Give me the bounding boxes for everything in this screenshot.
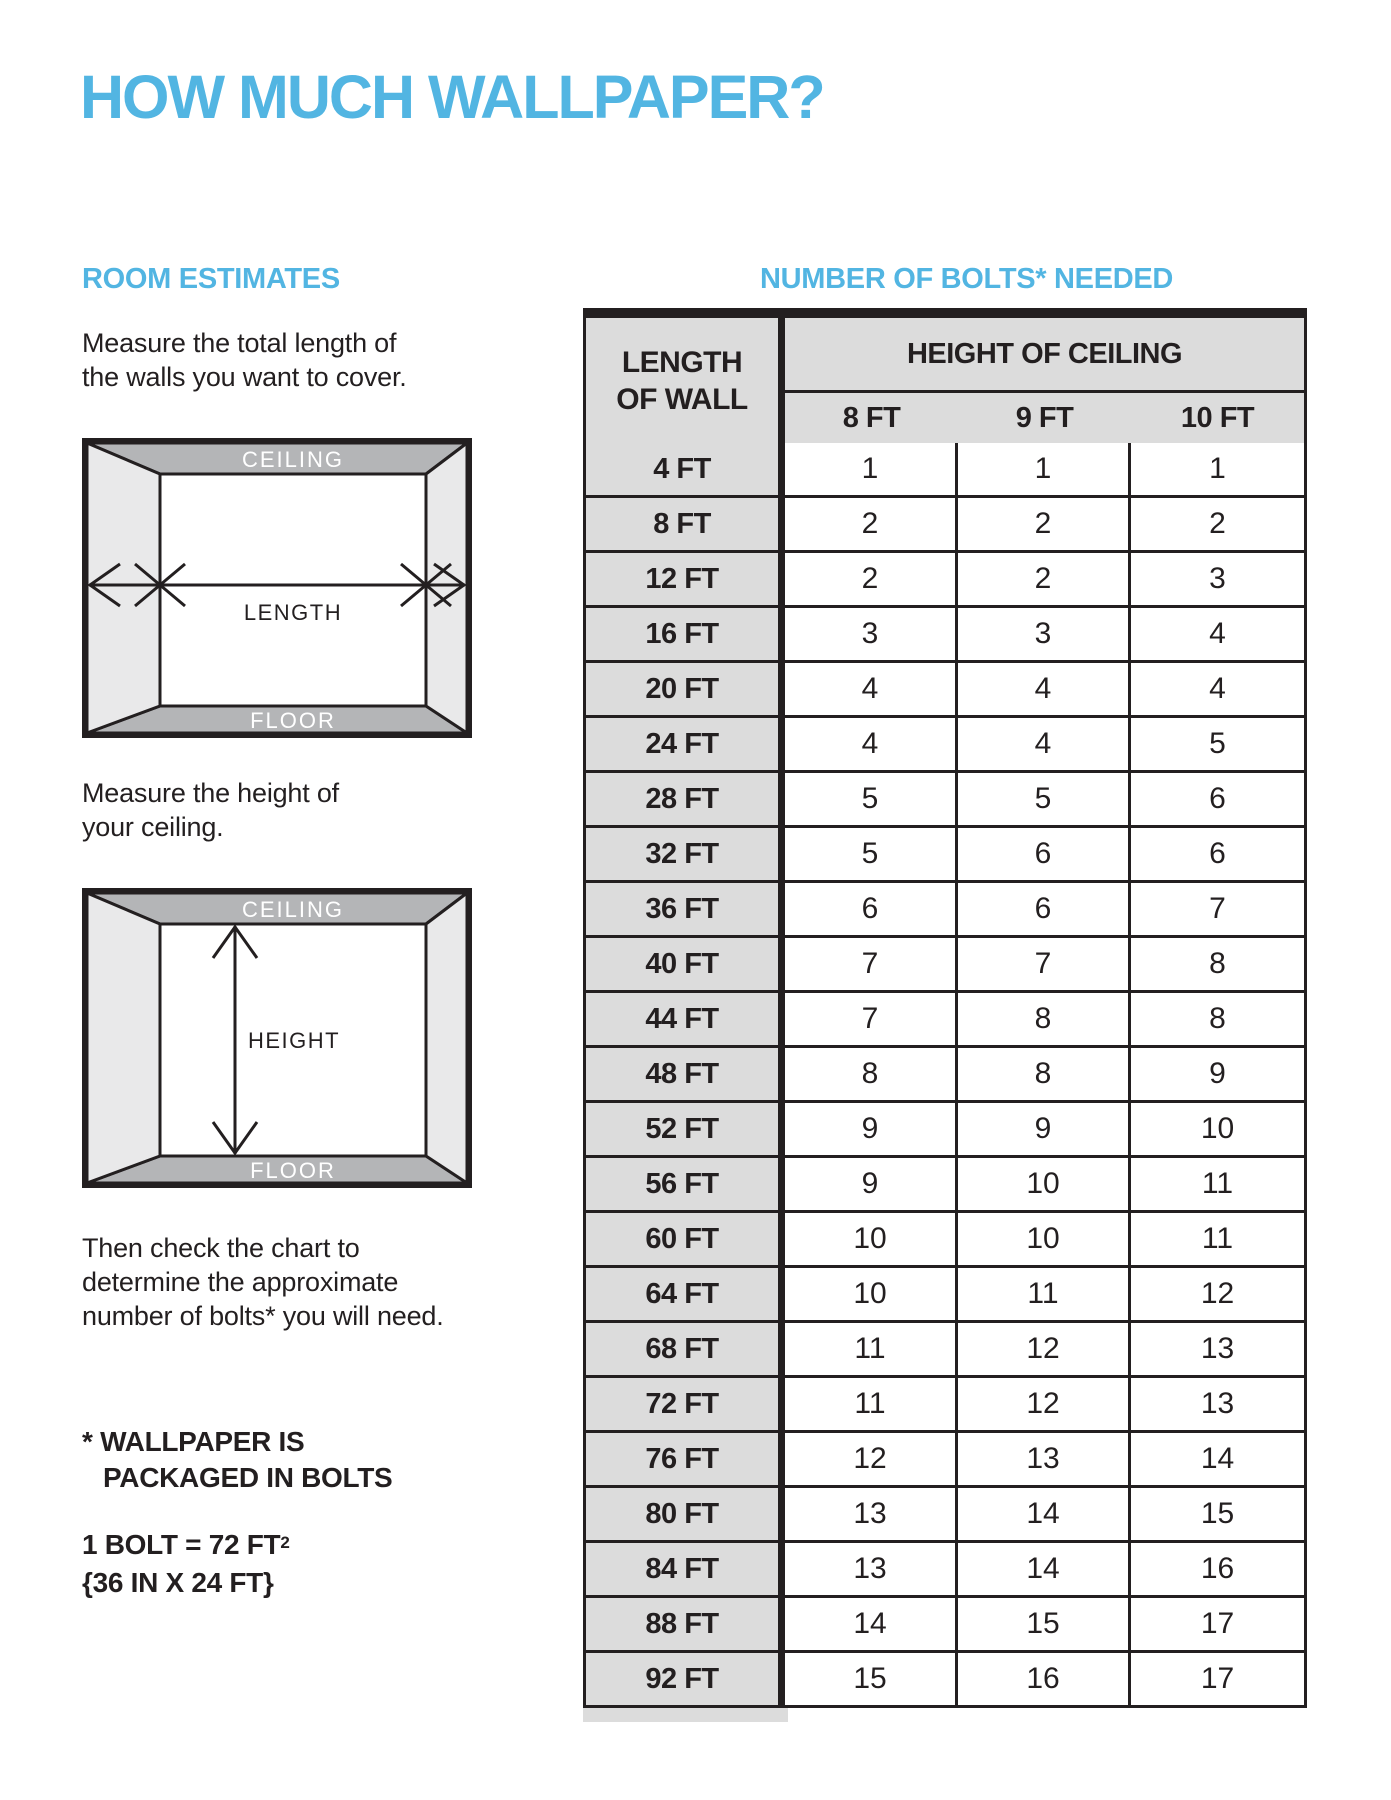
col-label-9ft: 9 FT [1015, 401, 1074, 434]
row-value: 2 [958, 553, 1131, 605]
bolt-dimensions: {36 IN X 24 FT} [82, 1567, 274, 1598]
row-value: 1 [785, 443, 958, 495]
row-value: 13 [1200, 1387, 1235, 1420]
row-value: 8 [958, 1048, 1131, 1100]
bolts-needed-heading: NUMBER OF BOLTS* NEEDED [760, 263, 1174, 295]
height-label: HEIGHT [247, 1028, 341, 1053]
row-label: 88 FT [586, 1598, 785, 1650]
table-body [586, 443, 1304, 1708]
table-row [586, 553, 1304, 608]
row-value: 5 [785, 828, 958, 880]
row-label: 60 FT [586, 1213, 785, 1265]
row-value: 5 [958, 773, 1131, 825]
row-label: 92 FT [586, 1653, 785, 1705]
ceiling-label: CEILING [241, 897, 345, 922]
column-headers [785, 393, 1304, 443]
table-row [586, 1268, 1304, 1323]
row-value: 4 [958, 718, 1131, 770]
table-row [586, 828, 1304, 883]
right-wall-panel [426, 893, 467, 1183]
row-label: 52 FT [586, 1103, 785, 1155]
row-label: 48 FT [586, 1048, 785, 1100]
row-value: 14 [1200, 1442, 1235, 1475]
ceiling-label: CEILING [241, 447, 345, 472]
table-row [586, 1213, 1304, 1268]
row-value: 13 [785, 1543, 958, 1595]
row-value: 1 [958, 443, 1131, 495]
floor-label: FLOOR [250, 708, 336, 733]
row-value: 9 [1209, 1057, 1226, 1090]
row-value: 10 [1200, 1112, 1235, 1145]
row-value: 13 [1200, 1332, 1235, 1365]
step2-text: Measure the height of your ceiling. [82, 778, 339, 842]
table-row [586, 663, 1304, 718]
row-label: 80 FT [586, 1488, 785, 1540]
bolt-equation: 1 BOLT = 72 $FT^2$ [82, 1529, 290, 1560]
row-value: 6 [958, 883, 1131, 935]
col-label-8ft: 8 FT [842, 401, 901, 434]
row-value: 6 [1209, 837, 1226, 870]
row-value: 7 [958, 938, 1131, 990]
row-value: 5 [785, 773, 958, 825]
row-value: 14 [958, 1488, 1131, 1540]
length-room-diagram [82, 438, 472, 738]
row-label: 20 FT [586, 663, 785, 715]
row-value: 4 [958, 663, 1131, 715]
room-estimates-heading: ROOM ESTIMATES [82, 263, 340, 295]
row-label: 72 FT [586, 1378, 785, 1430]
row-label: 28 FT [586, 773, 785, 825]
row-value: 15 [785, 1653, 958, 1705]
row-value: 6 [1209, 782, 1226, 815]
row-value: 5 [1209, 727, 1226, 760]
table-row [586, 443, 1304, 498]
row-value: 14 [958, 1543, 1131, 1595]
bolt-definition [82, 1524, 289, 1602]
table-row [586, 773, 1304, 828]
row-label: 44 FT [586, 993, 785, 1045]
left-wall-panel [87, 443, 160, 733]
table-row [586, 938, 1304, 993]
step1-text: Measure the total length of the walls you want to cover. [82, 328, 407, 392]
row-value: 11 [1201, 1167, 1234, 1200]
wallpaper-footnote: * WALLPAPER IS PACKAGED IN BOLTS [82, 1426, 393, 1493]
row-value: 7 [785, 938, 958, 990]
row-value: 11 [785, 1323, 958, 1375]
row-value: 13 [785, 1488, 958, 1540]
row-label: 32 FT [586, 828, 785, 880]
row-label: 36 FT [586, 883, 785, 935]
row-label: 4 FT [586, 443, 785, 495]
back-wall [160, 474, 426, 706]
col-group-label: HEIGHT OF CEILING [785, 318, 1304, 393]
row-label: 24 FT [586, 718, 785, 770]
row-axis-label: LENGTH OF WALL [586, 318, 785, 443]
row-value: 2 [958, 498, 1131, 550]
row-value: 16 [1200, 1552, 1235, 1585]
table-row [586, 1378, 1304, 1433]
row-value: 4 [785, 718, 958, 770]
row-value: 9 [958, 1103, 1131, 1155]
row-value: 8 [958, 993, 1131, 1045]
table-row [586, 1653, 1304, 1708]
floor-label: FLOOR [250, 1158, 336, 1183]
row-value: 12 [958, 1378, 1131, 1430]
row-value: 3 [958, 608, 1131, 660]
row-label: 56 FT [586, 1158, 785, 1210]
row-label: 8 FT [586, 498, 785, 550]
row-value: 6 [958, 828, 1131, 880]
row-value: 8 [1209, 1002, 1226, 1035]
row-value: 10 [785, 1213, 958, 1265]
row-value: 4 [785, 663, 958, 715]
row-label: 12 FT [586, 553, 785, 605]
row-value: 9 [785, 1103, 958, 1155]
row-value: 3 [1209, 562, 1226, 595]
table-row [586, 1048, 1304, 1103]
col-label-10ft: 10 FT [1180, 401, 1255, 434]
row-value: 15 [958, 1598, 1131, 1650]
row-value: 11 [785, 1378, 958, 1430]
table-row [586, 718, 1304, 773]
table-row [586, 1598, 1304, 1653]
row-value: 7 [1209, 892, 1226, 925]
row-value: 12 [1200, 1277, 1235, 1310]
row-value: 2 [1209, 507, 1226, 540]
table-top-bar [586, 308, 1304, 318]
row-value: 1 [1209, 452, 1226, 485]
row-value: 10 [958, 1213, 1131, 1265]
row-value: 8 [785, 1048, 958, 1100]
row-value: 17 [1200, 1607, 1235, 1640]
row-value: 4 [1209, 617, 1226, 650]
table-header [586, 318, 1304, 443]
row-value: 17 [1200, 1662, 1235, 1695]
row-label: 16 FT [586, 608, 785, 660]
row-value: 2 [785, 553, 958, 605]
row-value: 12 [785, 1433, 958, 1485]
row-value: 11 [958, 1268, 1131, 1320]
page-title: HOW MUCH WALLPAPER? [80, 63, 824, 131]
step3-text: Then check the chart to determine the approximate number of bolts* you will need. [82, 1233, 444, 1331]
column-group [785, 318, 1304, 443]
table-bottom-strip [583, 1708, 788, 1722]
table-row [586, 1158, 1304, 1213]
table-row [586, 993, 1304, 1048]
length-label: LENGTH [243, 600, 343, 625]
bolts-table [583, 308, 1307, 1708]
row-value: 4 [1209, 672, 1226, 705]
squared-superscript: 2 [280, 1533, 290, 1552]
table-row [586, 608, 1304, 663]
height-room-diagram [82, 888, 472, 1188]
row-label: 40 FT [586, 938, 785, 990]
table-row [586, 1488, 1304, 1543]
row-value: 9 [785, 1158, 958, 1210]
row-value: 10 [958, 1158, 1131, 1210]
row-value: 6 [785, 883, 958, 935]
table-row [586, 1323, 1304, 1378]
row-value: 13 [958, 1433, 1131, 1485]
left-wall-panel [87, 893, 160, 1183]
row-value: 2 [785, 498, 958, 550]
row-value: 3 [785, 608, 958, 660]
row-label: 76 FT [586, 1433, 785, 1485]
row-value: 16 [958, 1653, 1131, 1705]
table-row [586, 1103, 1304, 1158]
row-value: 7 [785, 993, 958, 1045]
table-row [586, 498, 1304, 553]
table-row [586, 1543, 1304, 1598]
row-label: 84 FT [586, 1543, 785, 1595]
row-value: 14 [785, 1598, 958, 1650]
table-row [586, 1433, 1304, 1488]
row-value: 12 [958, 1323, 1131, 1375]
table-row [586, 883, 1304, 938]
row-label: 68 FT [586, 1323, 785, 1375]
row-value: 11 [1201, 1222, 1234, 1255]
row-value: 10 [785, 1268, 958, 1320]
row-value: 8 [1209, 947, 1226, 980]
row-value: 15 [1200, 1497, 1235, 1530]
row-label: 64 FT [586, 1268, 785, 1320]
